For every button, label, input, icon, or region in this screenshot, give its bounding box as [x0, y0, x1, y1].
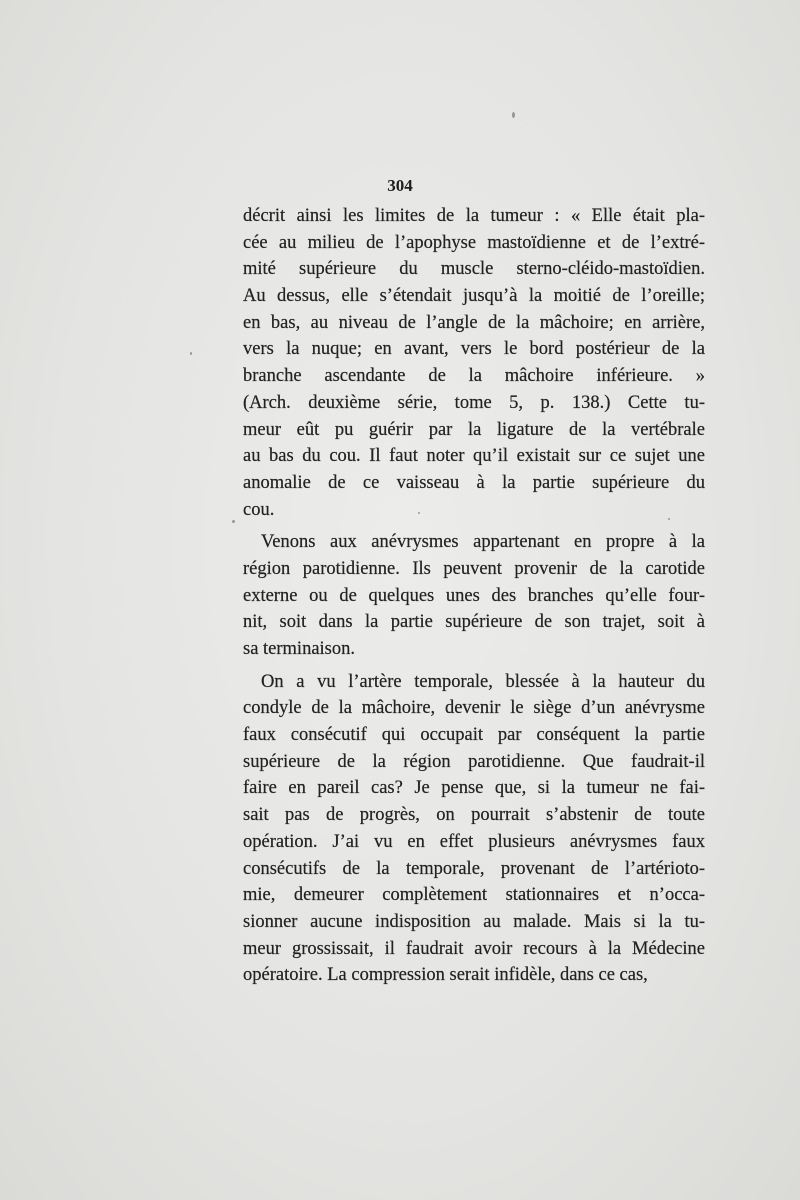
body-text — [243, 203, 705, 989]
text-line: au bas du cou. Il faut noter qu’il existait sur ce sujet une — [243, 446, 705, 467]
text-line: branche ascendante de la mâchoire inférieure. » — [243, 366, 705, 387]
text-line: meur eût pu guérir par la ligature de la vertébrale — [243, 419, 705, 440]
text-line: mité supérieure du muscle sterno-cléido-mastoïdien. — [243, 259, 705, 280]
text-line: condyle de la mâchoire, devenir le siège d’un anévrysme — [243, 698, 705, 719]
paper-speck — [232, 520, 235, 523]
text-line: Venons aux anévrysmes appartenant en propre à la — [261, 532, 705, 553]
text-line: nit, soit dans la partie supérieure de son trajet, soit à — [243, 612, 705, 633]
text-line: décrit ainsi les limites de la tumeur : « Elle était pla- — [243, 206, 705, 226]
paper-speck — [190, 352, 192, 355]
text-line: sionner aucune indisposition au malade. Mais si la tu- — [243, 911, 705, 932]
paper-speck — [418, 512, 420, 514]
text-line: anomalie de ce vaisseau à la partie supérieure du — [243, 472, 705, 493]
paper-speck — [512, 112, 515, 118]
text-line: (Arch. deuxième série, tome 5, p. 138.) Cette tu- — [243, 392, 705, 413]
text-line: sait pas de progrès, on pourrait s’abstenir de toute — [243, 805, 705, 826]
paragraph — [243, 529, 705, 662]
text-line: vers la nuque; en avant, vers le bord postérieur de la — [243, 339, 705, 360]
text-line: consécutifs de la temporale, provenant de l’artérioto- — [243, 858, 705, 879]
text-line: opératoire. La compression serait infidèle, dans ce cas, — [243, 965, 648, 986]
page-number: 304 — [387, 176, 413, 195]
text-line: On a vu l’artère temporale, blessée à la hauteur du — [261, 671, 705, 692]
paragraph — [243, 669, 705, 989]
text-line: sa terminaison. — [243, 639, 356, 659]
text-line: mie, demeurer complètement stationnaires et n’occa- — [243, 885, 705, 906]
text-line: meur grossissait, il faudrait avoir recours à la Médecine — [243, 938, 705, 959]
text-line: supérieure de la région parotidienne. Que faudrait-il — [243, 751, 705, 772]
text-line: cée au milieu de l’apophyse mastoïdienne et de l’extré- — [243, 232, 705, 253]
text-line: Au dessus, elle s’étendait jusqu’à la moitié de l’oreille; — [243, 286, 705, 307]
text-line: cou. — [243, 499, 275, 520]
text-line: faire en pareil cas? Je pense que, si la tumeur ne fai- — [243, 778, 705, 799]
paper-speck — [668, 518, 670, 520]
text-line: externe ou de quelques unes des branches qu’elle four- — [243, 585, 705, 606]
text-line: faux consécutif qui occupait par conséquent la partie — [243, 725, 705, 746]
text-line: en bas, au niveau de l’angle de la mâchoire; en arrière, — [243, 312, 705, 333]
text-line: région parotidienne. Ils peuvent provenir de la carotide — [243, 558, 705, 579]
paragraph — [243, 203, 705, 523]
text-line: opération. J’ai vu en effet plusieurs anévrysmes faux — [243, 831, 705, 852]
